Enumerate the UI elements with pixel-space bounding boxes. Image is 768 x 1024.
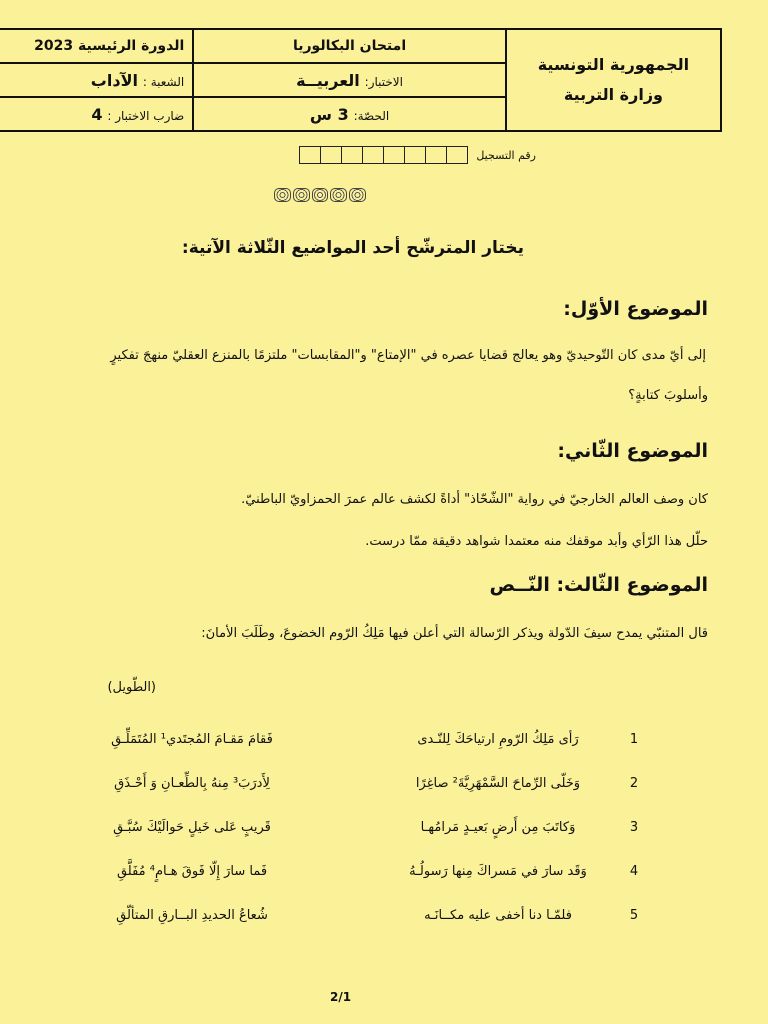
ministry-cell — [506, 29, 721, 131]
verse-second-hemistich: قَريبٍ عَلى خَيلٍ حَوالَيْكَ سُبَّـقِ — [113, 820, 271, 835]
registration-box[interactable] — [384, 146, 405, 164]
exam-header — [0, 28, 722, 132]
registration-box[interactable] — [447, 146, 468, 164]
topic2-line1: كان وصف العالم الخارجيّ في رواية "الشّحّاذ" أداةً لكشف عالم عمرَ الحمزاويّ الباطنيّ. — [241, 492, 708, 507]
topic2-line2: حلّل هذا الرّأي وأبد موقفك منه معتمدا شواهد دقيقة ممّا درست. — [365, 534, 708, 549]
registration-box[interactable] — [321, 146, 342, 164]
verse-first-hemistich: وَقَد سارَ في مَسراكَ مِنها رَسولُـهُ — [409, 864, 587, 879]
registration-label: رقم التسجيل — [476, 148, 536, 162]
country-name: الجمهورية التونسية — [537, 55, 690, 74]
verse-first-hemistich: وَكاتَبَ مِن أَرضٍ بَعيـدٍ مَرامُهـا — [420, 820, 576, 835]
coefficient-label: ضارب الاختبار : — [107, 108, 185, 123]
verse-row — [0, 732, 768, 754]
duration-cell — [193, 97, 506, 131]
verse-number: 5 — [629, 908, 639, 923]
registration-box[interactable] — [405, 146, 426, 164]
registration-box[interactable] — [342, 146, 363, 164]
registration-box[interactable] — [426, 146, 447, 164]
topic1-line1: إلى أيّ مدى كان التّوحيديّ وهو يعالج قضايا عصره في "الإمتاع" و"المقابسات" ملتزمًا بالمنزع العقليّ منهجَ تفكيرٍ — [110, 348, 706, 363]
topic3-title: الموضوع الثّالث: النّــص — [489, 574, 708, 596]
session: الدورة الرئيسية 2023 — [34, 38, 185, 54]
ornament-icon — [274, 188, 291, 202]
branch: الآداب — [90, 70, 138, 90]
ornament-icon — [312, 188, 329, 202]
ornament-icon — [293, 188, 310, 202]
branch-label: الشعبة : — [142, 74, 185, 89]
branch-cell — [0, 63, 193, 97]
duration: 3 س — [309, 104, 349, 124]
ornament-icon — [330, 188, 347, 202]
verse-number: 3 — [629, 820, 639, 835]
subject-cell — [193, 63, 506, 97]
coefficient-cell — [0, 97, 193, 131]
verse-second-hemistich: لِأَدرَبَ³ مِنهُ بِالطِّعـانِ وَ أَحْـذَقِ — [114, 776, 270, 791]
registration-number — [236, 145, 536, 165]
decorative-ornament — [274, 188, 366, 204]
topic3-intro: قال المتنبّي يمدح سيفَ الدّولة ويذكر الرّسالة التي أعلن فيها مَلِكُ الرّوم الخضوعَ، وطَلَبَ الأمانَ: — [201, 626, 708, 641]
instruction: يختار المترشّح أحد المواضيع الثّلاثة الآتية: — [181, 238, 524, 258]
exam-title: امتحان البكالوريا — [292, 38, 407, 54]
session-cell — [0, 29, 193, 63]
verse-number: 1 — [629, 732, 639, 747]
verse-second-hemistich: فَما سارَ إِلّا فَوقَ هـامٍ⁴ مُفَلَّقِ — [116, 864, 268, 879]
ministry-name: وزارة التربية — [563, 85, 663, 104]
verse-second-hemistich: شُعاعُ الحديدِ البــارقِ المتألّقِ — [116, 908, 268, 923]
subject: العربيــة — [296, 70, 360, 90]
verse-second-hemistich: فَقامَ مَقـامَ المُجتَدي¹ المُتَمَلِّـقِ — [111, 732, 273, 747]
verse-number: 4 — [629, 864, 639, 879]
ornament-icon — [349, 188, 366, 202]
subject-label: الاختبار: — [364, 74, 403, 89]
verse-row — [0, 776, 768, 798]
verse-row — [0, 864, 768, 886]
coefficient: 4 — [91, 104, 103, 124]
verse-number: 2 — [629, 776, 639, 791]
topic1-line2: وأسلوبَ كتابةٍ؟ — [628, 388, 708, 403]
verse-first-hemistich: وَخَلّى الرِّماحَ السَّمْهَرِيَّةَ² صاغِرًا — [415, 776, 581, 791]
exam-title-cell — [193, 29, 506, 63]
verse-first-hemistich: رَأى مَلِكُ الرّومِ ارتياحَكَ لِلنّـدى — [417, 732, 579, 747]
page-number: 2/1 — [330, 990, 352, 1004]
verse-first-hemistich: فلمّـا دنا أخفى عليه مكــانَـه — [424, 908, 572, 923]
topic1-title: الموضوع الأوّل: — [563, 298, 708, 320]
verse-row — [0, 908, 768, 930]
verse-row — [0, 820, 768, 842]
duration-label: الحصّة: — [353, 108, 390, 123]
registration-box[interactable] — [299, 146, 321, 164]
poem-meter: (الطّويل) — [107, 680, 156, 695]
registration-boxes[interactable] — [299, 146, 468, 164]
registration-box[interactable] — [363, 146, 384, 164]
topic2-title: الموضوع الثّاني: — [557, 440, 708, 462]
